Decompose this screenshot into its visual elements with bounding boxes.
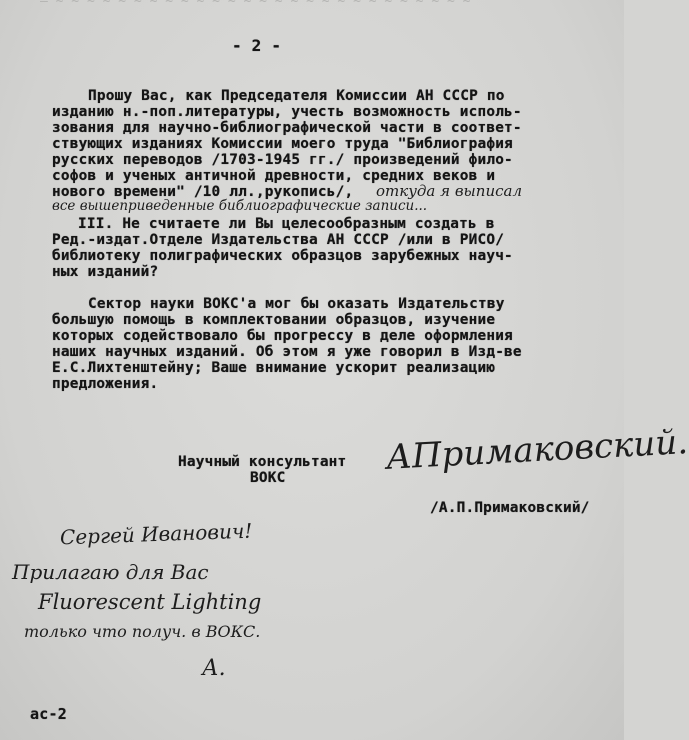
- paragraph3-line: Сектор науки ВОКС'а мог бы оказать Издательству: [88, 296, 505, 312]
- paragraph2-line: Ред.-издат.Отделе Издательства АН СССР /или в РИСО/: [52, 232, 505, 248]
- paragraph2-line: библиотеку полиграфических образцов зарубежных науч-: [52, 248, 513, 264]
- handwritten-insertion: все вышеприведенные библиографические записи...: [52, 198, 428, 214]
- paragraph3-line: которых содействовало бы прогрессу в деле оформления: [52, 328, 513, 344]
- paragraph3-line: предложения.: [52, 376, 159, 392]
- handwritten-note-line: Сергей Иванович!: [59, 518, 253, 550]
- paragraph2-line: III. Не считаете ли Вы целесообразным создать в: [78, 216, 495, 232]
- paragraph1-line: зования для научно-библиографической части в соответ-: [52, 120, 522, 136]
- paragraph2-line: ных изданий?: [52, 264, 159, 280]
- signature-org: ВОКС: [250, 470, 286, 486]
- paragraph1-line: русских переводов /1703-1945 гг./ произведений фило-: [52, 152, 513, 168]
- paragraph3-line: большую помощь в комплектовании образцов, изучение: [52, 312, 496, 328]
- page-number: - 2 -: [232, 36, 282, 55]
- paragraph1-line: нового времени" /10 лл.,рукопись/,: [52, 184, 354, 200]
- footer-code: ас-2: [30, 705, 67, 723]
- handwritten-insertion: откуда я выписал: [376, 182, 522, 200]
- paragraph1-line: ствующих изданиях Комиссии моего труда "Библиография: [52, 136, 513, 152]
- signature-title: Научный консультант: [178, 454, 347, 470]
- paragraph3-line: Е.С.Лихтенштейну; Ваше внимание ускорит реализацию: [52, 360, 496, 376]
- paragraph3-line: наших научных изданий. Об этом я уже говорил в Изд-ве: [52, 344, 522, 360]
- handwritten-note-line: Прилагаю для Вас: [12, 560, 209, 584]
- paragraph1-line: Прошу Вас, как Председателя Комиссии АН СССР по: [88, 88, 505, 104]
- handwritten-initial: А.: [202, 656, 226, 681]
- bleed-through-text: — ~ ~ ~ ~ ~ ~ ~ ~ ~ ~ ~ ~ ~ ~ ~ ~ ~ ~ ~ ~ ~ ~ ~ ~ ~ ~ ~: [40, 0, 471, 9]
- handwritten-note-line: Fluorescent Lighting: [38, 590, 262, 614]
- handwritten-note-line: только что получ. в ВОКС.: [24, 622, 261, 641]
- paragraph1-line: изданию н.-поп.литературы, учесть возможность исполь-: [52, 104, 522, 120]
- signature: АПримаковский.: [385, 422, 689, 478]
- signatory-name: /А.П.Примаковский/: [430, 500, 590, 516]
- paragraph1-line: софов и ученых античной древности, средних веков и: [52, 168, 496, 184]
